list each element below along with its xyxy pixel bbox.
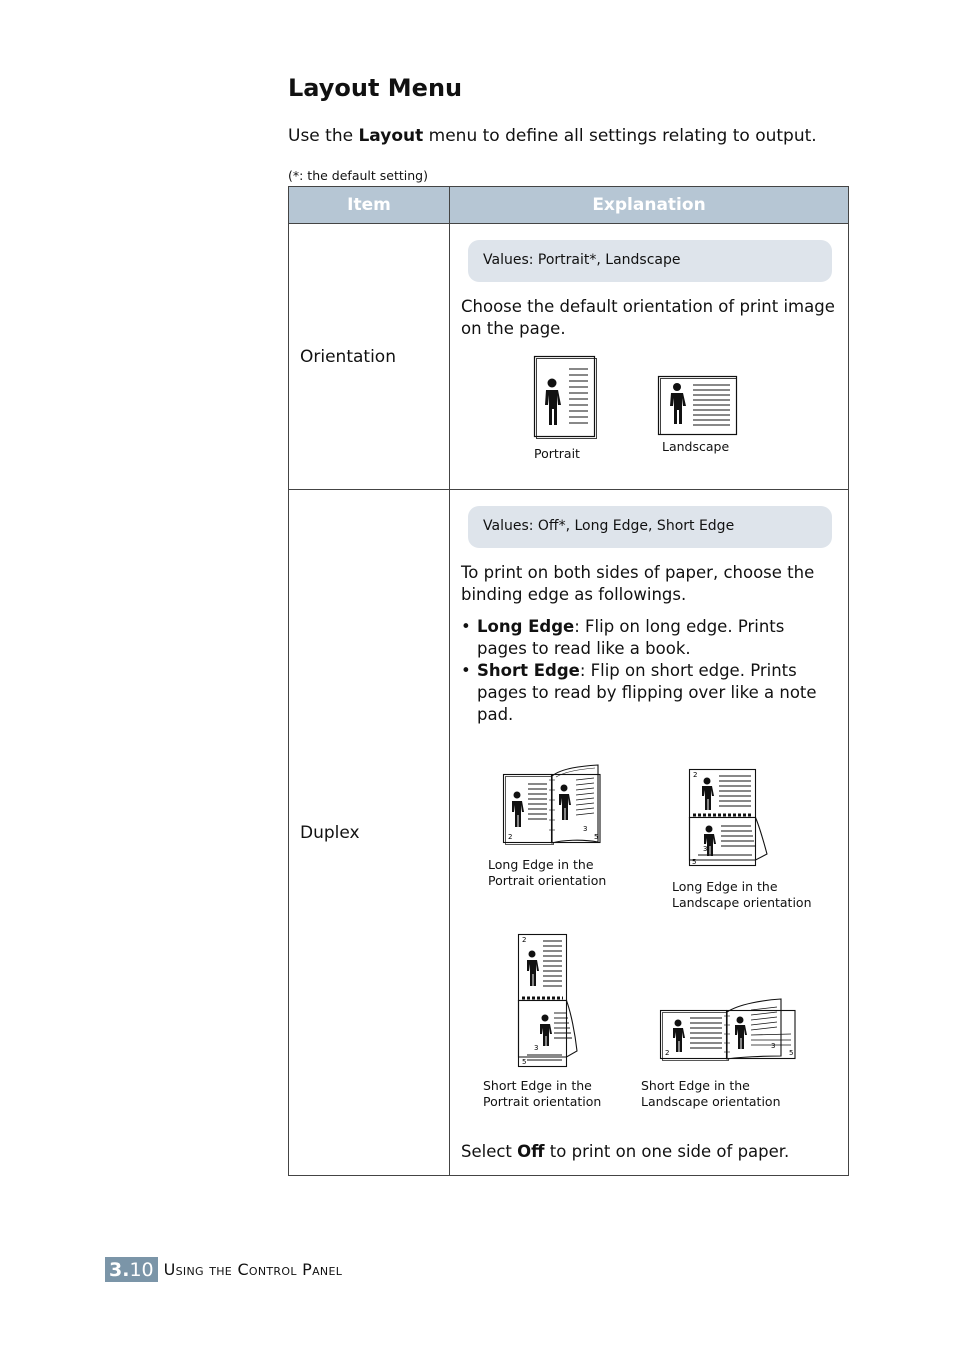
page-number-label: 5 <box>789 1049 794 1057</box>
long-edge-portrait-icon <box>502 764 604 846</box>
long-edge-landscape-icon <box>688 768 770 868</box>
table-header-row <box>289 187 849 224</box>
caption-short-edge-portrait: Short Edge in the Portrait orientation <box>483 1078 602 1109</box>
explanation-duplex <box>450 490 849 1176</box>
table-row-orientation <box>289 224 849 490</box>
caption-portrait: Portrait <box>534 446 580 461</box>
page-number-label: 3 <box>771 1042 776 1050</box>
short-edge-portrait-icon <box>517 933 581 1071</box>
page-footer <box>105 1257 342 1282</box>
off-description: Select Off to print on one side of paper. <box>461 1142 790 1161</box>
orientation-description: Choose the default orientation of print image on the page. <box>461 297 835 338</box>
page-number-label: 2 <box>693 771 698 779</box>
short-edge-landscape-icon <box>659 998 799 1064</box>
default-note: (*: the default setting) <box>288 168 428 183</box>
bullet-short-edge: • Short Edge: Flip on short edge. Prints pages to read by flipping over like a note pad. <box>461 661 817 724</box>
bullet-long-edge: • Long Edge: Flip on long edge. Prints pages to read like a book. <box>461 617 785 658</box>
caption-short-edge-landscape: Short Edge in the Landscape orientation <box>641 1078 781 1109</box>
duplex-description: To print on both sides of paper, choose the binding edge as followings. <box>461 563 815 604</box>
page-number-label: 2 <box>508 833 513 841</box>
header-item: Item <box>289 187 450 224</box>
layout-menu-table <box>288 186 849 1176</box>
portrait-page-icon <box>533 355 597 439</box>
page-number-label: 3 <box>583 825 588 833</box>
page-number-label: 3 <box>534 1044 539 1052</box>
chapter-title: Using the Control Panel <box>163 1260 343 1279</box>
page-number-label: 3 <box>703 845 708 853</box>
intro-text: Use the Layout menu to define all settings relating to output. <box>288 126 817 146</box>
landscape-page-icon <box>657 375 739 437</box>
page-number-label: 2 <box>665 1049 670 1057</box>
page-number-label: 5 <box>594 833 599 841</box>
page-number-label: 5 <box>692 858 697 866</box>
caption-landscape: Landscape <box>662 439 730 454</box>
explanation-orientation <box>450 224 849 490</box>
values-box: Values: Portrait*, Landscape <box>468 240 832 282</box>
page-number-label: 2 <box>522 936 527 944</box>
page-number-label: 5 <box>522 1058 527 1066</box>
page-number-badge: 3. 10 <box>105 1257 158 1282</box>
header-explanation: Explanation <box>450 187 849 224</box>
page-title: Layout Menu <box>288 74 463 102</box>
caption-long-edge-landscape: Long Edge in the Landscape orientation <box>672 879 812 910</box>
values-box: Values: Off*, Long Edge, Short Edge <box>468 506 832 548</box>
table-row-duplex <box>289 490 849 1176</box>
item-orientation: Orientation <box>289 224 450 490</box>
item-duplex: Duplex <box>289 490 450 1176</box>
caption-long-edge-portrait: Long Edge in the Portrait orientation <box>488 857 607 888</box>
